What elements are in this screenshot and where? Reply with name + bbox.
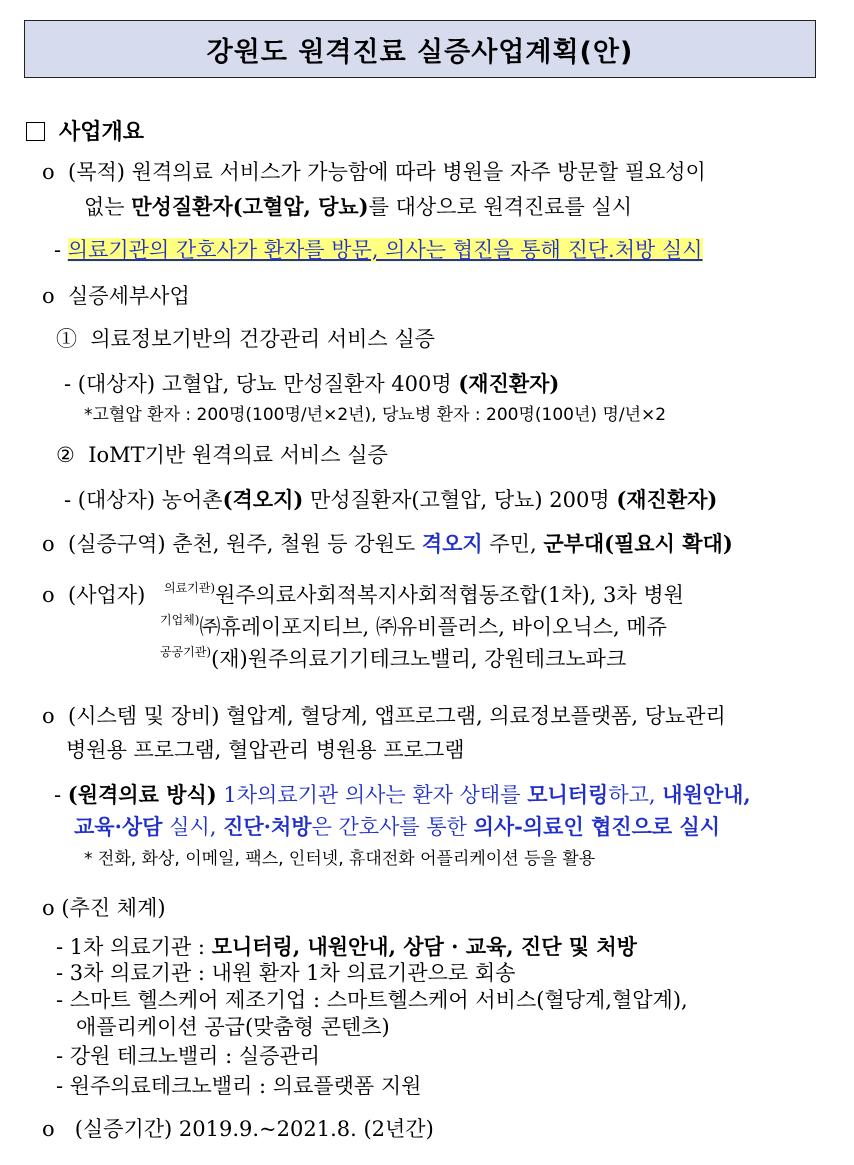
purpose-line-1: o (목적) 원격의료 서비스가 가능함에 따라 병원을 자주 방문할 필요성이: [42, 160, 706, 184]
system-line-2: 병원용 프로그램, 혈압관리 병원용 프로그램: [66, 738, 465, 762]
detail-item-1-title: ① 의료정보기반의 건강관리 서비스 실증: [56, 327, 435, 351]
method-line-2: 교육·상담 실시, 진단·처방은 간호사를 통한 의사-의료인 협진으로 실시: [74, 814, 721, 839]
structure-item-5: - 원주의료테크노밸리 : 의료플랫폼 지원: [56, 1074, 422, 1098]
title-box: [24, 20, 816, 78]
detail-item-1-target: - (대상자) 고혈압, 당뇨 만성질환자 400명 (재진환자): [64, 371, 560, 396]
method-note: * 전화, 화상, 이메일, 팩스, 인터넷, 휴대전화 어플리케이션 등을 활용: [84, 849, 596, 869]
structure-item-4: - 강원 테크노밸리 : 실증관리: [56, 1044, 321, 1068]
detail-item-1-note: *고혈압 환자 : 200명(100명/년×2년), 당뇨병 환자 : 200명(100년) 명/년×2: [84, 405, 667, 425]
detail-heading: o 실증세부사업: [42, 284, 190, 308]
structure-heading: o (추진 체계): [42, 896, 166, 920]
purpose-sub: - 의료기관의 간호사가 환자를 방문, 의사는 협진을 통해 진단.처방 실시: [54, 238, 703, 262]
detail-item-2-target: - (대상자) 농어촌(격오지) 만성질환자(고혈압, 당뇨) 200명 (재진환자): [64, 487, 718, 512]
highlight-text: 의료기관의 간호사가 환자를 방문, 의사는 협진을 통해 진단.처방 실시: [67, 238, 703, 262]
detail-item-2-title: ② IoMT기반 원격의료 서비스 실증: [56, 443, 388, 467]
structure-item-3-cont: 애플리케이션 공급(맞춤형 콘텐츠): [76, 1015, 390, 1039]
structure-item-3: - 스마트 헬스케어 제조기업 : 스마트헬스케어 서비스(혈당계,혈압계),: [56, 988, 688, 1012]
method-line-1: - (원격의료 방식) 1차의료기관 의사는 환자 상태를 모니터링하고, 내원안내,: [54, 782, 751, 807]
zone-line: o (실증구역) 춘천, 원주, 철원 등 강원도 격오지 주민, 군부대(필요시 확대): [42, 531, 733, 556]
page-title: 강원도 원격진료 실증사업계획(안): [206, 36, 634, 68]
operators-row-2: $^{기업체)}$㈜휴레이포지티브, ㈜유비플러스, 바이오닉스, 메쥬: [160, 613, 667, 639]
system-line-1: o (시스템 및 장비) 혈압계, 혈당계, 앱프로그램, 의료정보플랫폼, 당뇨관리: [42, 704, 726, 728]
structure-item-1: - 1차 의료기관 : 모니터링, 내원안내, 상담 · 교육, 진단 및 처방: [56, 934, 637, 959]
operators-row-3: $^{공공기관)}$(재)원주의료기기테크노밸리, 강원테크노파크: [160, 645, 627, 671]
period-line: o (실증기간) 2019.9.~2021.8. (2년간): [42, 1117, 434, 1141]
checkbox-square-icon: [26, 122, 45, 141]
section-heading: 사업개요: [26, 120, 144, 146]
purpose-line-2: 없는 만성질환자(고혈압, 당뇨)를 대상으로 원격진료를 실시: [84, 194, 633, 219]
operators-row-1: $^{의료기관)}$원주의료사회적복지사회적협동조합(1차), 3차 병원: [164, 581, 684, 607]
structure-item-2: - 3차 의료기관 : 내원 환자 1차 의료기관으로 회송: [56, 961, 516, 985]
operators-label: o (사업자): [42, 583, 146, 607]
